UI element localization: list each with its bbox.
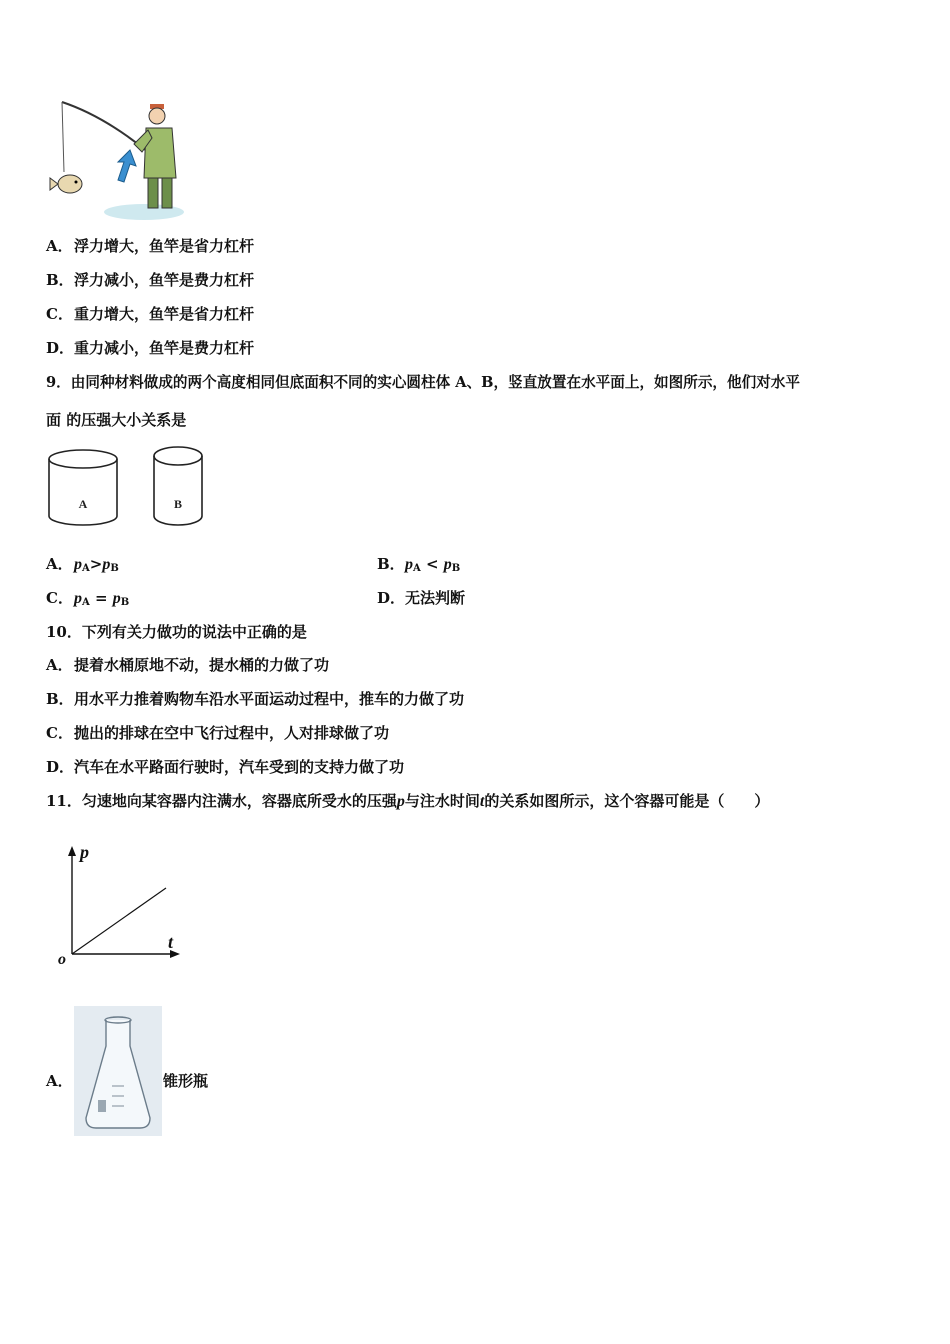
fisherman-figure	[44, 96, 190, 224]
q9-question-line2: 面 的压强大小关系是	[46, 411, 187, 429]
option-text: 抛出的排球在空中飞行过程中，人对排球做了功	[74, 724, 390, 742]
x-axis-label: t	[168, 932, 174, 952]
q8-option-a[interactable]	[46, 236, 254, 256]
pressure-var: p	[405, 556, 413, 573]
cylinder-b-label: B	[173, 497, 183, 511]
relation: <	[420, 555, 444, 573]
question-text: 匀速地向某容器内注满水，容器底所受水的压强	[81, 792, 397, 810]
option-label: A．	[46, 237, 73, 255]
q10-option-d[interactable]	[46, 757, 404, 777]
pressure-var: p	[102, 556, 111, 573]
q9-option-b[interactable]	[377, 554, 460, 579]
origin-label: o	[58, 951, 66, 968]
option-label: C．	[46, 305, 73, 323]
option-text: 提着水桶原地不动，提水桶的力做了功	[74, 656, 330, 674]
option-text: 浮力减小，鱼竿是费力杠杆	[74, 271, 255, 289]
subscript: A	[82, 563, 90, 574]
q8-option-b[interactable]	[46, 270, 254, 290]
option-label: D．	[377, 589, 406, 607]
question-text: 由同种材料做成的两个高度相同但底面积不同的实心圆柱体 A、B，竖直放置在水平面上，如图所示，他们对水平	[70, 374, 800, 391]
pressure-var: p	[74, 590, 82, 607]
cylinders-figure	[44, 444, 210, 530]
q9-option-d[interactable]	[377, 588, 465, 608]
pressure-time-graph	[54, 838, 188, 968]
option-text: 无法判断	[405, 589, 466, 607]
flask-image[interactable]	[74, 1006, 162, 1136]
option-label: D．	[46, 339, 75, 357]
option-text: 汽车在水平路面行驶时，汽车受到的支持力做了功	[74, 758, 405, 776]
option-label: B．	[377, 555, 405, 573]
pressure-var: p	[112, 590, 121, 607]
subscript: B	[110, 563, 119, 574]
pressure-var: p	[443, 556, 452, 573]
time-var: t	[479, 793, 485, 810]
cylinder-a-label: A	[78, 497, 88, 511]
erlenmeyer-flask-icon	[74, 1006, 162, 1136]
q10-question	[46, 622, 307, 642]
option-text: 用水平力推着购物车沿水平面运动过程中，推车的力做了功	[74, 690, 465, 708]
q8-option-d[interactable]	[46, 338, 254, 358]
option-text: 浮力增大，鱼竿是省力杠杆	[74, 237, 255, 255]
y-axis-label: p	[80, 842, 89, 862]
q11-question	[46, 791, 769, 812]
pressure-var: p	[74, 556, 82, 573]
q10-option-a[interactable]	[46, 655, 329, 675]
question-text: 下列有关力做功的说法中正确的是	[81, 623, 307, 641]
q11-option-a-text[interactable]: 锥形瓶	[163, 1072, 209, 1090]
pt-graph	[54, 838, 188, 968]
subscript: A	[82, 597, 90, 608]
subscript: B	[451, 563, 461, 574]
question-number: 11．	[46, 792, 82, 810]
q8-option-c[interactable]	[46, 304, 254, 324]
relation: >	[89, 555, 103, 573]
q9-option-c[interactable]	[46, 588, 129, 613]
q10-option-b[interactable]	[46, 689, 464, 709]
fisherman-illustration	[44, 96, 190, 224]
question-number: 10．	[46, 623, 82, 641]
question-text: 与注水时间	[404, 792, 480, 810]
option-text: 重力增大，鱼竿是省力杠杆	[74, 305, 255, 323]
option-label: A．	[46, 656, 73, 674]
subscript: A	[413, 563, 421, 574]
option-label: A．	[46, 555, 73, 573]
cylinders-diagram	[44, 444, 210, 530]
option-label: B．	[46, 690, 74, 708]
option-label: B．	[46, 271, 74, 289]
q10-option-c[interactable]	[46, 723, 389, 743]
question-number: 9．	[46, 374, 71, 391]
pressure-var: p	[396, 793, 405, 810]
option-text: 重力减小，鱼竿是费力杠杆	[74, 339, 255, 357]
relation: =	[89, 589, 113, 607]
option-label: C．	[46, 724, 73, 742]
q9-option-a[interactable]	[46, 554, 119, 579]
option-label: C．	[46, 589, 73, 607]
q9-question-line1	[46, 373, 800, 393]
option-label: D．	[46, 758, 75, 776]
question-text: 的关系如图所示，这个容器可能是（ ）	[484, 792, 770, 810]
q11-option-a-label[interactable]: A．	[46, 1072, 73, 1090]
subscript: B	[120, 597, 130, 608]
